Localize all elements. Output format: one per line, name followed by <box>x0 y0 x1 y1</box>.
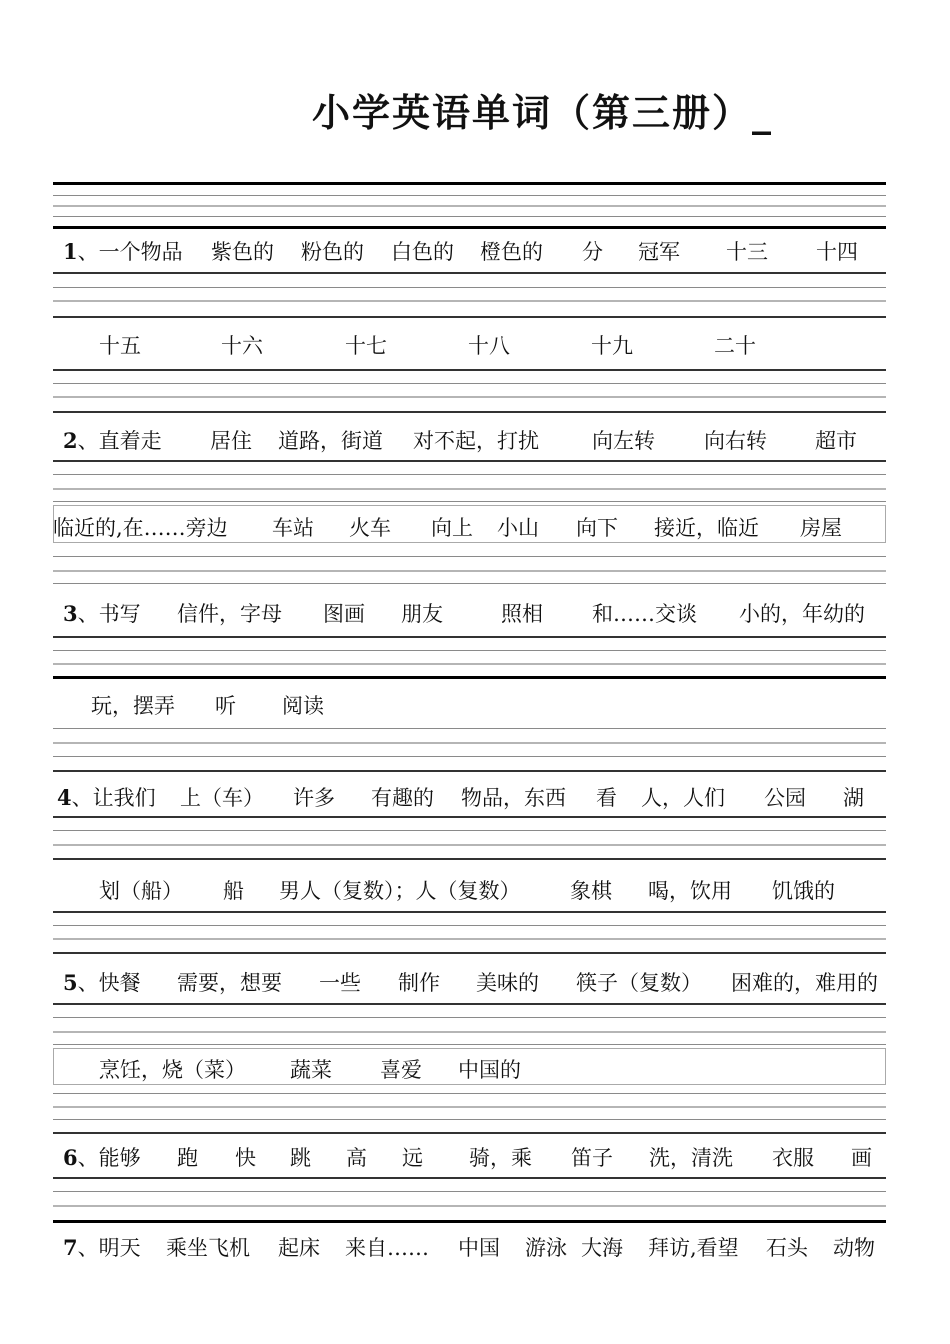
word: 拜访,看望 <box>648 1236 739 1260</box>
word: 美味的 <box>476 971 539 995</box>
word: 十五 <box>99 334 141 358</box>
word: 和……交谈 <box>592 602 697 626</box>
word: 洗，清洗 <box>649 1146 733 1170</box>
word: 笛子 <box>571 1146 613 1170</box>
word: 小的，年幼的 <box>739 602 865 626</box>
word: 喝，饮用 <box>648 879 732 903</box>
word: 中国的 <box>458 1058 521 1082</box>
word: 二十 <box>714 334 756 358</box>
word: 衣服 <box>772 1146 814 1170</box>
word: 分 <box>582 240 603 264</box>
word: 骑，乘 <box>469 1146 532 1170</box>
word: 饥饿的 <box>772 879 835 903</box>
word: 起床 <box>278 1236 320 1260</box>
word: 高 <box>346 1146 367 1170</box>
word: 制作 <box>398 971 440 995</box>
word: 物品，东西 <box>461 786 566 810</box>
word: 蔬菜 <box>290 1058 332 1082</box>
word: 7、明天 <box>63 1235 141 1260</box>
word: 象棋 <box>570 879 612 903</box>
word: 临近的,在……旁边 <box>53 516 228 540</box>
word: 阅读 <box>282 694 324 718</box>
word: 跑 <box>177 1146 198 1170</box>
word: 6、能够 <box>63 1145 141 1170</box>
word: 信件，字母 <box>177 602 282 626</box>
word: 动物 <box>833 1236 875 1260</box>
word: 玩，摆弄 <box>91 694 175 718</box>
word: 向下 <box>576 516 618 540</box>
word: 十九 <box>591 334 633 358</box>
word: 游泳 <box>525 1236 567 1260</box>
word: 听 <box>215 694 236 718</box>
word: 远 <box>402 1146 423 1170</box>
word: 一些 <box>319 971 361 995</box>
word: 向上 <box>431 516 473 540</box>
word: 4、让我们 <box>57 785 156 810</box>
word: 划（船） <box>99 879 183 903</box>
word: 向右转 <box>704 429 767 453</box>
word: 乘坐飞机 <box>166 1236 250 1260</box>
word: 大海 <box>581 1236 623 1260</box>
word: 十三 <box>726 240 768 264</box>
word: 男人（复数）；人（复数） <box>279 879 521 903</box>
word: 跳 <box>290 1146 311 1170</box>
word: 十七 <box>345 334 387 358</box>
word: 需要，想要 <box>177 971 282 995</box>
word: 小山 <box>497 516 539 540</box>
word: 橙色的 <box>480 240 543 264</box>
word: 火车 <box>349 516 391 540</box>
word: 房屋 <box>800 516 842 540</box>
word: 朋友 <box>401 602 443 626</box>
word: 3、书写 <box>63 601 141 626</box>
word: 喜爱 <box>380 1058 422 1082</box>
word: 对不起，打扰 <box>413 429 539 453</box>
word: 十四 <box>816 240 858 264</box>
word: 冠军 <box>638 240 680 264</box>
word: 湖 <box>843 786 864 810</box>
word: 居住 <box>210 429 252 453</box>
word: 照相 <box>501 602 543 626</box>
word: 十六 <box>221 334 263 358</box>
word: 看 <box>596 786 617 810</box>
word: 2、直着走 <box>63 428 162 453</box>
word: 向左转 <box>592 429 655 453</box>
word: 车站 <box>272 516 314 540</box>
word: 画 <box>851 1146 872 1170</box>
word: 许多 <box>293 786 335 810</box>
word: 粉色的 <box>301 240 364 264</box>
word: 道路，街道 <box>278 429 383 453</box>
word: 人，人们 <box>641 786 725 810</box>
page-title: 小学英语单词（第三册）_ <box>312 91 774 135</box>
word: 上（车） <box>180 786 264 810</box>
word: 有趣的 <box>371 786 434 810</box>
word: 石头 <box>766 1236 808 1260</box>
word: 图画 <box>323 602 365 626</box>
word: 公园 <box>764 786 806 810</box>
word: 中国 <box>458 1236 500 1260</box>
word: 紫色的 <box>211 240 274 264</box>
word: 来自…… <box>345 1236 429 1260</box>
word: 十八 <box>468 334 510 358</box>
word: 白色的 <box>391 240 454 264</box>
word: 超市 <box>815 429 857 453</box>
word: 船 <box>223 879 244 903</box>
word: 筷子（复数） <box>576 971 702 995</box>
word: 5、快餐 <box>63 970 141 995</box>
word: 困难的，难用的 <box>731 971 878 995</box>
word: 1、一个物品 <box>63 239 183 264</box>
word: 烹饪，烧（菜） <box>99 1058 246 1082</box>
word: 接近，临近 <box>654 516 759 540</box>
word: 快 <box>235 1146 256 1170</box>
